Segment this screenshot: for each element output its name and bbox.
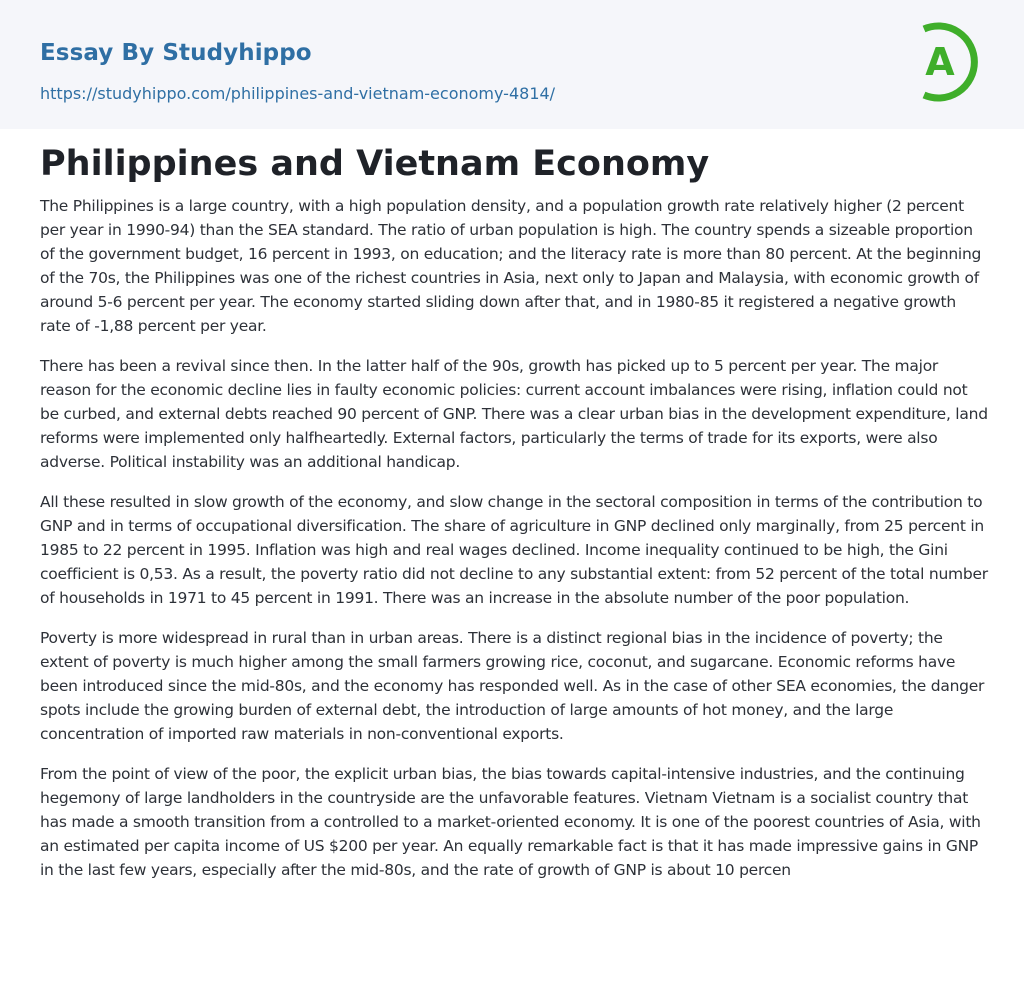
logo-letter: A [925,40,955,84]
studyhippo-logo-icon[interactable] [912,19,986,105]
essay-paragraph: From the point of view of the poor, the explicit urban bias, the bias towards capital-intensive industries, and the continuing hegemony of large landholders in the countryside are the unfavorable features. Vietnam Vietnam is a socialist country that has made a smooth transition from a controlled to a market-oriented economy. It is one of the poorest countries of Asia, with an estimated per capita income of US $200 per year. An equally remarkable fact is that it has made impressive gains in GNP in the last few years, especially after the mid-80s, and the rate of growth of GNP is about 10 percen [40,765,981,879]
site-header [0,0,1024,129]
essay-url-link[interactable]: https://studyhippo.com/philippines-and-vietnam-economy-4814/ [40,84,556,103]
essay-paragraph: Poverty is more widespread in rural than in urban areas. There is a distinct regional bias in the incidence of poverty; the extent of poverty is much higher among the small farmers growing rice, coconut, and sugarcane. Economic reforms have been introduced since the mid-80s, and the economy has responded well. As in the case of other SEA economies, the danger spots include the growing burden of external debt, the introduction of large amounts of hot money, and the large concentration of imported raw materials in non-conventional exports. [40,629,985,743]
essay-title: Philippines and Vietnam Economy [40,144,710,184]
essay-paragraph: The Philippines is a large country, with a high population density, and a population growth rate relatively higher (2 percent per year in 1990-94) than the SEA standard. The ratio of urban population is high. The country spends a sizeable proportion of the government budget, 16 percent in 1993, on education; and the literacy rate is more than 80 percent. At the beginning of the 70s, the Philippines was one of the richest countries in Asia, next only to Japan and Malaysia, with economic growth of around 5-6 percent per year. The economy started sliding down after that, and in 1980-85 it registered a negative growth rate of -1,88 percent per year. [40,197,982,335]
essay-paragraph: There has been a revival since then. In the latter half of the 90s, growth has picked up to 5 percent per year. The major reason for the economic decline lies in faulty economic policies: current account imbalances were rising, inflation could not be curbed, and external debts reached 90 percent of GNP. There was a clear urban bias in the development expenditure, land reforms were implemented only halfheartedly. External factors, particularly the terms of trade for its exports, were also adverse. Political instability was an additional handicap. [40,357,988,471]
brand-title[interactable]: Essay By Studyhippo [40,40,312,66]
essay-paragraph: All these resulted in slow growth of the economy, and slow change in the sectoral composition in terms of the contribution to GNP and in terms of occupational diversification. The share of agriculture in GNP declined only marginally, from 25 percent in 1985 to 22 percent in 1995. Inflation was high and real wages declined. Income inequality continued to be high, the Gini coefficient is 0,53. As a result, the poverty ratio did not decline to any substantial extent: from 52 percent of the total number of households in 1971 to 45 percent in 1991. There was an increase in the absolute number of the poor population. [40,493,988,607]
essay-body [40,194,988,898]
